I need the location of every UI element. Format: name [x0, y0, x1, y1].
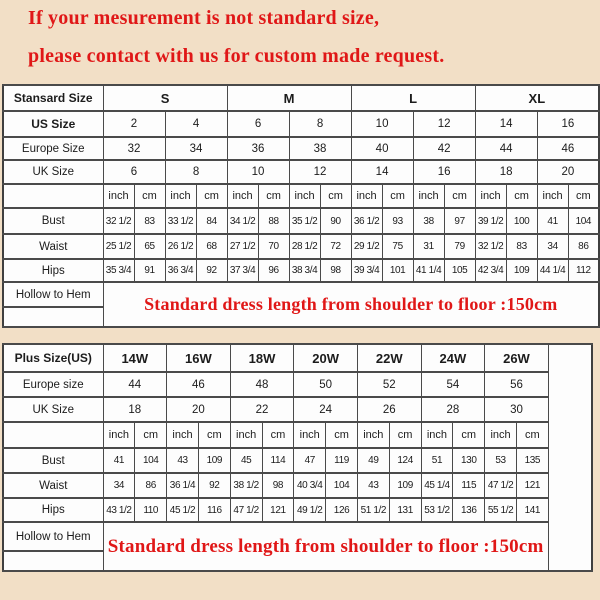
size-value-cell: 14 [475, 111, 537, 137]
unit-label-cell: cm [453, 422, 485, 448]
measurement-cell: 55 1/2 [485, 498, 517, 522]
size-group-label: S [103, 85, 227, 111]
size-value-cell: 56 [485, 372, 549, 397]
measurement-cell: 93 [382, 208, 413, 234]
measurement-cell: 92 [196, 259, 227, 282]
size-value-cell: 18 [103, 397, 167, 422]
measurement-cell: 44 1/4 [537, 259, 568, 282]
measurement-cell: 109 [389, 473, 421, 498]
measurement-cell: 75 [382, 234, 413, 259]
size-header-row [3, 85, 599, 111]
measurement-cell: 41 1/4 [413, 259, 444, 282]
hollow-to-hem-row [3, 522, 592, 551]
measurement-cell: 110 [135, 498, 167, 522]
unit-label-cell: cm [262, 422, 294, 448]
measurement-cell: 130 [453, 448, 485, 473]
size-value-cell: 54 [421, 372, 485, 397]
size-value-cell: 46 [167, 372, 231, 397]
row-label: Europe Size [3, 137, 103, 160]
measurement-cell: 112 [568, 259, 599, 282]
unit-label-cell: inch [103, 422, 135, 448]
measurement-cell: 47 [294, 448, 326, 473]
size-value-cell: 50 [294, 372, 358, 397]
measurement-cell: 135 [516, 448, 548, 473]
measurement-cell: 104 [326, 473, 358, 498]
measurement-cell: 114 [262, 448, 294, 473]
unit-label-cell: cm [196, 184, 227, 208]
size-system-label: Stansard Size [3, 85, 103, 111]
measurement-cell: 43 [357, 473, 389, 498]
measurement-cell: 79 [444, 234, 475, 259]
measurement-cell: 104 [568, 208, 599, 234]
row-label: Waist [3, 234, 103, 259]
size-group-label: XL [475, 85, 599, 111]
measurement-cell: 39 3/4 [351, 259, 382, 282]
size-conversion-row [3, 160, 599, 184]
measurement-cell: 51 1/2 [357, 498, 389, 522]
size-value-cell: 42 [413, 137, 475, 160]
unit-header-row [3, 422, 592, 448]
size-group-label: M [227, 85, 351, 111]
size-value-cell: 8 [289, 111, 351, 137]
measurement-cell: 141 [516, 498, 548, 522]
measurement-cell: 104 [135, 448, 167, 473]
size-conversion-row [3, 397, 592, 422]
size-group-label: 24W [421, 344, 485, 372]
measurement-cell: 40 3/4 [294, 473, 326, 498]
unit-label-cell: cm [134, 184, 165, 208]
measurement-row [3, 498, 592, 522]
unit-label-cell: inch [289, 184, 320, 208]
size-value-cell: 14 [351, 160, 413, 184]
unit-header-row [3, 184, 599, 208]
size-group-label: L [351, 85, 475, 111]
measurement-cell: 116 [198, 498, 230, 522]
plus-size-table [2, 343, 593, 572]
measurement-cell: 105 [444, 259, 475, 282]
size-group-label: 14W [103, 344, 167, 372]
unit-label-cell: inch [165, 184, 196, 208]
size-value-cell: 16 [413, 160, 475, 184]
size-value-cell: 48 [230, 372, 294, 397]
measurement-cell: 33 1/2 [165, 208, 196, 234]
size-value-cell: 16 [537, 111, 599, 137]
measurement-cell: 32 1/2 [103, 208, 134, 234]
size-header-row [3, 344, 592, 372]
size-group-label: 22W [357, 344, 421, 372]
measurement-cell: 34 1/2 [227, 208, 258, 234]
measurement-cell: 36 1/4 [167, 473, 199, 498]
measurement-cell: 36 1/2 [351, 208, 382, 234]
measurement-cell: 28 1/2 [289, 234, 320, 259]
unit-label-cell: cm [320, 184, 351, 208]
row-label: Bust [3, 448, 103, 473]
measurement-cell: 119 [326, 448, 358, 473]
measurement-cell: 26 1/2 [165, 234, 196, 259]
unit-label-cell: inch [537, 184, 568, 208]
measurement-cell: 32 1/2 [475, 234, 506, 259]
measurement-cell: 126 [326, 498, 358, 522]
measurement-row [3, 208, 599, 234]
size-value-cell: 6 [103, 160, 165, 184]
row-label: Hollow to Hem [3, 282, 103, 307]
measurement-cell: 45 1/4 [421, 473, 453, 498]
size-value-cell: 44 [103, 372, 167, 397]
size-value-cell: 24 [294, 397, 358, 422]
measurement-cell: 136 [453, 498, 485, 522]
measurement-row [3, 259, 599, 282]
measurement-cell: 47 1/2 [485, 473, 517, 498]
unit-label-cell: inch [413, 184, 444, 208]
row-label: Bust [3, 208, 103, 234]
row-label: Europe size [3, 372, 103, 397]
measurement-cell: 70 [258, 234, 289, 259]
size-value-cell: 36 [227, 137, 289, 160]
measurement-cell: 41 [103, 448, 135, 473]
size-value-cell: 10 [351, 111, 413, 137]
measurement-cell: 97 [444, 208, 475, 234]
unit-label-cell: cm [506, 184, 537, 208]
measurement-cell: 38 [413, 208, 444, 234]
measurement-cell: 45 [230, 448, 262, 473]
unit-row-label [3, 422, 103, 448]
measurement-cell: 109 [506, 259, 537, 282]
size-value-cell: 8 [165, 160, 227, 184]
hollow-to-hem-row [3, 282, 599, 307]
size-conversion-row [3, 137, 599, 160]
measurement-cell: 37 3/4 [227, 259, 258, 282]
measurement-cell: 83 [134, 208, 165, 234]
measurement-cell: 98 [320, 259, 351, 282]
size-value-cell: 44 [475, 137, 537, 160]
measurement-cell: 43 1/2 [103, 498, 135, 522]
row-label: UK Size [3, 397, 103, 422]
measurement-row [3, 448, 592, 473]
measurement-cell: 90 [320, 208, 351, 234]
unit-label-cell: cm [516, 422, 548, 448]
unit-label-cell: inch [227, 184, 258, 208]
measurement-cell: 49 [357, 448, 389, 473]
size-value-cell: 20 [537, 160, 599, 184]
measurement-cell: 115 [453, 473, 485, 498]
empty-label-cell [3, 551, 103, 571]
row-label: US Size [3, 111, 103, 137]
measurement-cell: 27 1/2 [227, 234, 258, 259]
unit-label-cell: cm [326, 422, 358, 448]
size-value-cell: 38 [289, 137, 351, 160]
measurement-cell: 86 [135, 473, 167, 498]
size-value-cell: 6 [227, 111, 289, 137]
measurement-cell: 92 [198, 473, 230, 498]
unit-label-cell: inch [475, 184, 506, 208]
unit-label-cell: inch [103, 184, 134, 208]
measurement-cell: 96 [258, 259, 289, 282]
measurement-cell: 91 [134, 259, 165, 282]
measurement-cell: 34 [103, 473, 135, 498]
measurement-cell: 45 1/2 [167, 498, 199, 522]
size-value-cell: 10 [227, 160, 289, 184]
measurement-cell: 38 1/2 [230, 473, 262, 498]
measurement-cell: 121 [262, 498, 294, 522]
size-conversion-row [3, 372, 592, 397]
unit-row-label [3, 184, 103, 208]
size-group-label: 16W [167, 344, 231, 372]
size-system-label: Plus Size(US) [3, 344, 103, 372]
size-group-label: 26W [485, 344, 549, 372]
measurement-cell: 100 [506, 208, 537, 234]
row-label: Hollow to Hem [3, 522, 103, 551]
size-value-cell: 20 [167, 397, 231, 422]
size-value-cell: 28 [421, 397, 485, 422]
measurement-cell: 47 1/2 [230, 498, 262, 522]
measurement-row [3, 473, 592, 498]
size-value-cell: 22 [230, 397, 294, 422]
unit-label-cell: cm [198, 422, 230, 448]
measurement-cell: 86 [568, 234, 599, 259]
empty-label-cell [3, 307, 103, 327]
measurement-cell: 29 1/2 [351, 234, 382, 259]
unit-label-cell: inch [421, 422, 453, 448]
size-conversion-row [3, 111, 599, 137]
unit-label-cell: inch [357, 422, 389, 448]
measurement-cell: 39 1/2 [475, 208, 506, 234]
unit-label-cell: cm [258, 184, 289, 208]
size-value-cell: 40 [351, 137, 413, 160]
measurement-cell: 51 [421, 448, 453, 473]
row-label: UK Size [3, 160, 103, 184]
dress-length-note: Standard dress length from shoulder to floor :150cm [103, 282, 599, 327]
size-value-cell: 2 [103, 111, 165, 137]
unit-label-cell: cm [568, 184, 599, 208]
measurement-cell: 35 1/2 [289, 208, 320, 234]
size-value-cell: 4 [165, 111, 227, 137]
unit-label-cell: inch [294, 422, 326, 448]
measurement-cell: 83 [506, 234, 537, 259]
custom-size-notice-line1: If your mesurement is not standard size, [28, 7, 380, 29]
measurement-cell: 34 [537, 234, 568, 259]
size-value-cell: 12 [413, 111, 475, 137]
size-value-cell: 18 [475, 160, 537, 184]
measurement-cell: 68 [196, 234, 227, 259]
measurement-cell: 25 1/2 [103, 234, 134, 259]
measurement-cell: 53 [485, 448, 517, 473]
size-value-cell: 46 [537, 137, 599, 160]
measurement-cell: 109 [198, 448, 230, 473]
unit-label-cell: cm [389, 422, 421, 448]
unit-label-cell: inch [230, 422, 262, 448]
unit-label-cell: inch [485, 422, 517, 448]
measurement-row [3, 234, 599, 259]
measurement-cell: 131 [389, 498, 421, 522]
row-label: Hips [3, 259, 103, 282]
size-value-cell: 34 [165, 137, 227, 160]
standard-size-table [2, 84, 600, 328]
unit-label-cell: cm [444, 184, 475, 208]
size-value-cell: 32 [103, 137, 165, 160]
measurement-cell: 41 [537, 208, 568, 234]
row-label: Waist [3, 473, 103, 498]
unit-label-cell: inch [351, 184, 382, 208]
size-value-cell: 26 [357, 397, 421, 422]
measurement-cell: 65 [134, 234, 165, 259]
size-group-label: 20W [294, 344, 358, 372]
measurement-cell: 35 3/4 [103, 259, 134, 282]
measurement-cell: 53 1/2 [421, 498, 453, 522]
size-value-cell: 52 [357, 372, 421, 397]
measurement-cell: 31 [413, 234, 444, 259]
size-value-cell: 30 [485, 397, 549, 422]
measurement-cell: 38 3/4 [289, 259, 320, 282]
measurement-cell: 72 [320, 234, 351, 259]
empty-spacer-cell [548, 344, 592, 571]
measurement-cell: 42 3/4 [475, 259, 506, 282]
measurement-cell: 88 [258, 208, 289, 234]
unit-label-cell: inch [167, 422, 199, 448]
row-label: Hips [3, 498, 103, 522]
measurement-cell: 101 [382, 259, 413, 282]
size-value-cell: 12 [289, 160, 351, 184]
measurement-cell: 49 1/2 [294, 498, 326, 522]
measurement-cell: 36 3/4 [165, 259, 196, 282]
measurement-cell: 43 [167, 448, 199, 473]
size-group-label: 18W [230, 344, 294, 372]
unit-label-cell: cm [382, 184, 413, 208]
measurement-cell: 121 [516, 473, 548, 498]
measurement-cell: 98 [262, 473, 294, 498]
measurement-cell: 124 [389, 448, 421, 473]
custom-size-notice-line2: please contact with us for custom made request. [28, 45, 445, 67]
measurement-cell: 84 [196, 208, 227, 234]
unit-label-cell: cm [135, 422, 167, 448]
dress-length-note: Standard dress length from shoulder to floor :150cm [103, 522, 548, 571]
